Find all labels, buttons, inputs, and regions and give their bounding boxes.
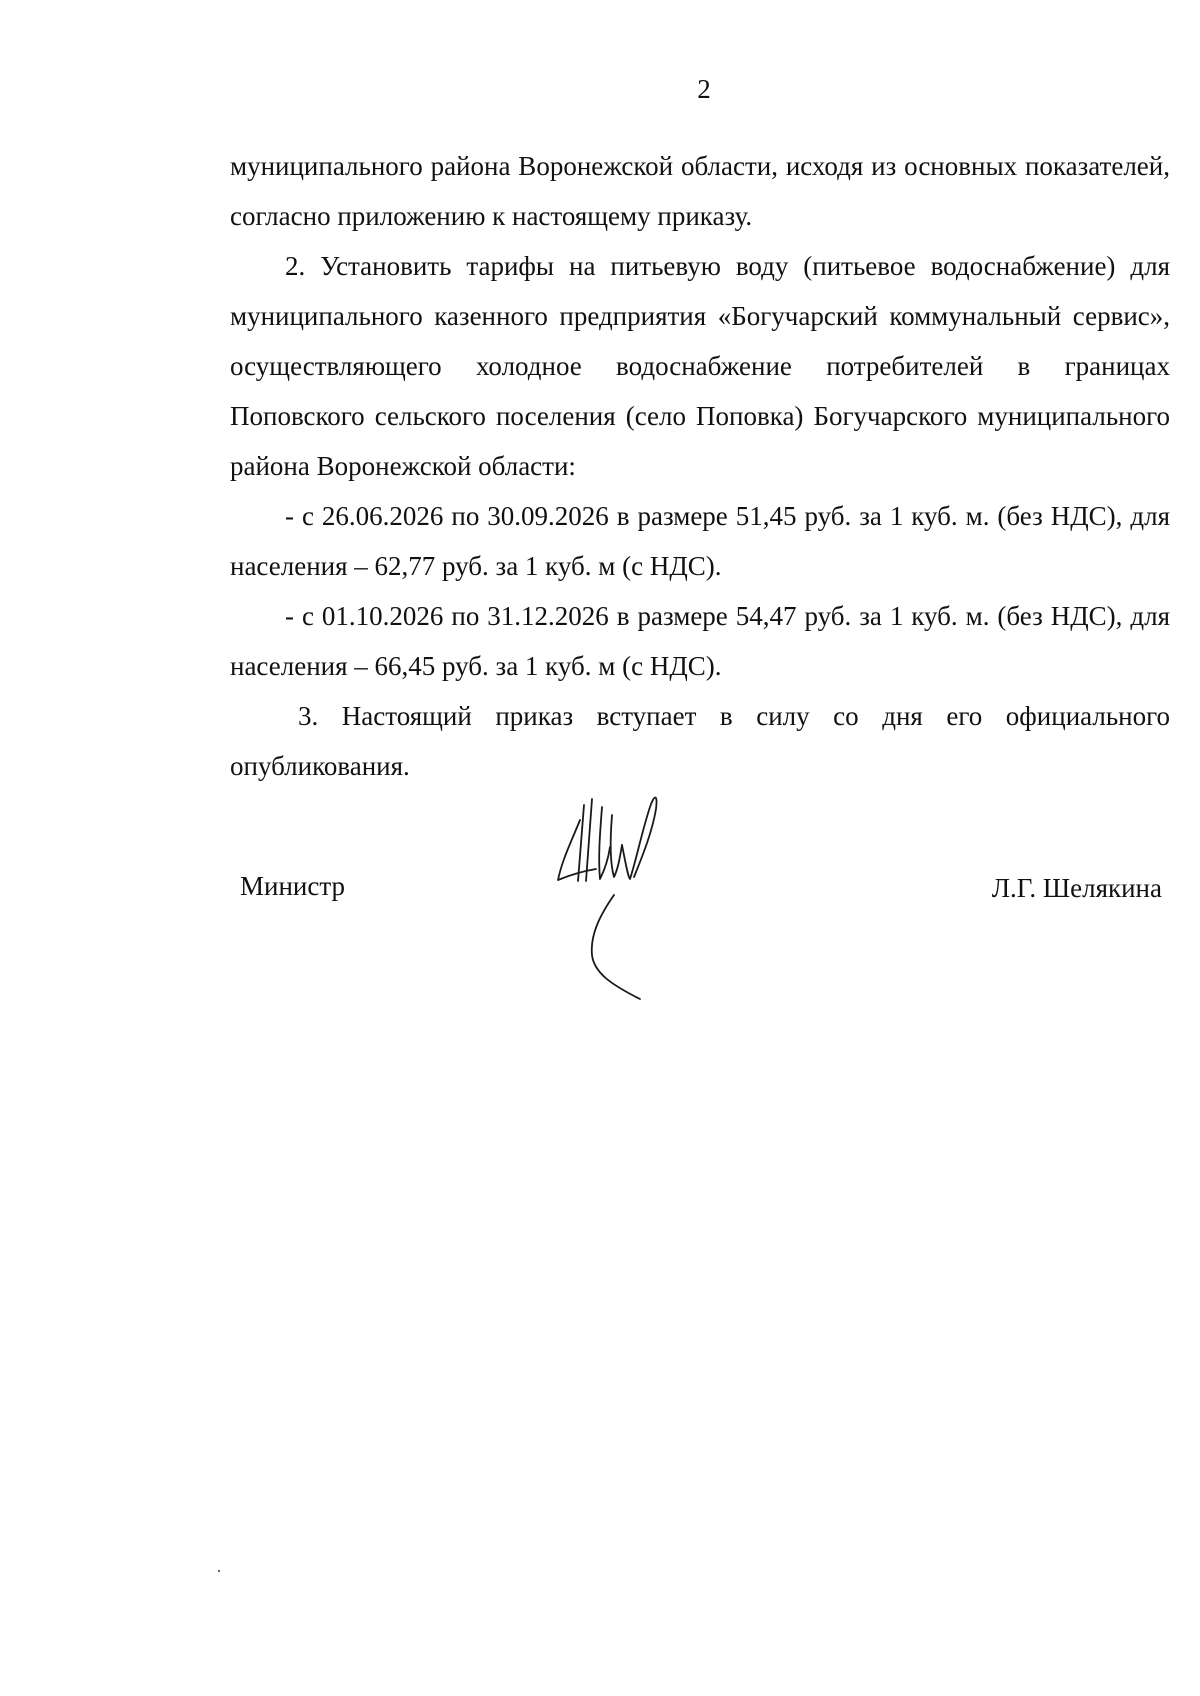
paragraph-item-2: 2. Установить тарифы на питьевую воду (питьевое водоснабжение) для муниципального казенного предприятия «Богучарский коммунальный сервис», осуществляющего холодное водоснабжение потребителей в границах Поповского сельского поселения (село Поповка) Богучарского муниципального района Воронежской области: xyxy=(230,251,1170,481)
document-body xyxy=(230,141,1170,791)
signatory-title: Министр xyxy=(240,871,345,901)
page-number: 2 xyxy=(697,74,711,104)
scan-artifact-dot xyxy=(218,1570,220,1572)
paragraph-continuation: муниципального района Воронежской области, исходя из основных показателей, согласно приложению к настоящему приказу. xyxy=(230,151,1170,231)
handwritten-signature-icon xyxy=(550,785,690,1025)
paragraph-tariff-period-1: - с 26.06.2026 по 30.09.2026 в размере 51,45 руб. за 1 куб. м. (без НДС), для населения – 62,77 руб. за 1 куб. м (с НДС). xyxy=(230,501,1170,581)
paragraph-tariff-period-2: - с 01.10.2026 по 31.12.2026 в размере 54,47 руб. за 1 куб. м. (без НДС), для населения – 66,45 руб. за 1 куб. м (с НДС). xyxy=(230,601,1170,681)
paragraph-item-3: 3. Настоящий приказ вступает в силу со дня его официального опубликования. xyxy=(230,701,1170,781)
signatory-name: Л.Г. Шелякина xyxy=(991,873,1162,903)
